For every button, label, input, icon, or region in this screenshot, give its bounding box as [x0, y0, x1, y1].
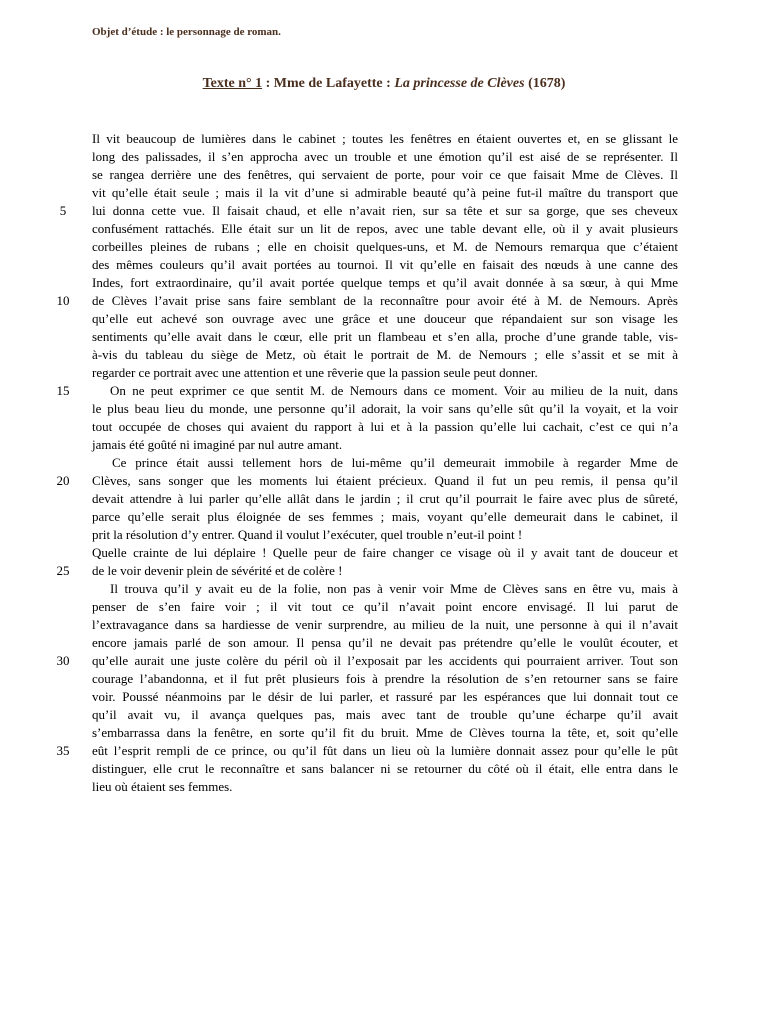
text-line: 5 lui donna cette vue. Il faisait chaud, et elle n’avait rien, sur sa tête et sur sa gorge, que ses cheveux — [92, 202, 678, 220]
text-line: long des palissades, il s’en approcha avec un trouble et une émotion qu’il est aisé de se représenter. Il — [92, 149, 678, 164]
line-number: 5 — [59, 203, 67, 218]
line-number: 15 — [56, 383, 70, 398]
line-number: 30 — [56, 653, 70, 668]
text-line: le plus beau lieu du monde, une personne qu’il adorait, la voir sans qu’elle sût qu’il la voyait, et la voir — [92, 401, 678, 416]
text-line: confusément rattachés. Elle était sur un lit de repos, avec une table devant elle, où il y avait plusieurs — [92, 221, 678, 236]
text-line: à-vis du tableau du siège de Metz, où était le portrait de M. de Nemours ; elle s’assit et se mit à — [92, 347, 678, 362]
text-line: devait attendre à lui parler qu’elle allât dans le jardin ; il crut qu’il pourrait le faire avec plus de sûreté, — [92, 491, 678, 506]
line-number: 25 — [56, 563, 70, 578]
line-number: 10 — [56, 293, 70, 308]
text-line: 35 eût l’esprit rempli de ce prince, ou qu’il fût dans un lieu où la lumière donnait assez pour qu’elle le pût — [92, 742, 678, 760]
text-line: Il trouva qu’il y avait eu de la folie, non pas à venir voir Mme de Clèves sans en être vu, mais à — [110, 581, 678, 596]
title-author: Mme de Lafayette : — [273, 76, 395, 91]
text-line: vit qu’elle était seule ; mais il la vit d’une si admirable beauté qu’à peine fut-il maître du transport que — [92, 185, 678, 200]
text-line: voir. Poussé néanmoins par le désir de lui parler, et rassuré par les espérances que lui donnait tout ce — [92, 689, 678, 704]
text-line: tout occupée de choses qui avaient du rapport à lui et à la passion qu’elle lui cachait, c’est ce qui n’a — [92, 419, 678, 434]
text-line: jamais été goûté ni imaginé par nul autre amant. — [92, 437, 343, 452]
text-line: lieu où étaient ses femmes. — [92, 779, 233, 794]
text-line: prit la résolution d’y entrer. Quand il voulut l’exécuter, quel trouble n’eut-il point ! — [92, 527, 523, 542]
title-label: Texte n° 1 — [202, 76, 263, 91]
text-line: 15 On ne peut exprimer ce que sentit M. de Nemours dans ce moment. Voir au milieu de la nuit, dans — [92, 382, 678, 400]
text-line: regarder ce portrait avec une attention et une rêverie que la passion seule peut donner. — [92, 365, 538, 380]
text-line: Ce prince était aussi tellement hors de lui-même qu’il demeurait immobile à regarder Mme de — [112, 455, 678, 470]
text-line: 25 de le voir devenir plein de sévérité et de colère ! — [92, 562, 678, 580]
text-line: corbeilles pleines de rubans ; elle en choisit quelques-uns, et M. de Nemours remarqua que c’étaient — [92, 239, 678, 254]
text-line: se rangea derrière une des fenêtres, qui servaient de porte, pour voir ce que faisait Mme de Clèves. Il — [92, 167, 678, 182]
title-year: (1678) — [524, 76, 566, 91]
text-line: qu’elle eut achevé son ouvrage avec une grâce et une douceur que répandaient sur son visage les — [92, 311, 678, 326]
text-line: penser de s’en faire voir ; il vit tout ce qu’il n’avait point encore envisagé. Il lui parut de — [92, 599, 678, 614]
text-line: qu’il avait vu, il avança quelques pas, mais avec tant de trouble qu’une écharpe qu’il avait — [92, 707, 678, 722]
text-line: 30 qu’elle aurait une juste colère du péril où il l’exposait par les accidents qui pourraient arriver. Tout son — [92, 652, 678, 670]
text-line: 10 de Clèves l’avait prise sans faire semblant de la reconnaître pour avoir été à M. de Nemours. Après — [92, 292, 678, 310]
text-line: courage l’abandonna, et il fut prêt plusieurs fois à prendre la résolution de s’en retourner sans se faire — [92, 671, 678, 686]
text-line: encore jamais parlé de son amour. Il pensa qu’il ne devait pas prétendre qu’elle le voulût écouter, et — [92, 635, 678, 650]
text-line: l’extravagance dans sa hardiesse de venir surprendre, au milieu de la nuit, une personne à qui il n’avait — [92, 617, 678, 632]
title-work: La princesse de Clèves — [394, 76, 525, 91]
title-separator: : — [262, 76, 274, 91]
text-line: sentiments qu’elle avait dans le cœur, elle prit un flambeau et s’en alla, proche d’une grande table, vis- — [92, 329, 678, 344]
text-line: s’embarrassa dans la fenêtre, en sorte qu’il fit du bruit. Mme de Clèves tourna la tête, et, soit qu’elle — [92, 725, 678, 740]
text-line: des mêmes couleurs qu’il avait portées au tournoi. Il vit qu’elle en faisait des nœuds à une canne des — [92, 257, 678, 272]
text-line: 20 Clèves, sans songer que les moments lui étaient précieux. Quand il fut un peu remis, il pensa qu’il — [92, 472, 678, 490]
text-line: Indes, fort extraordinaire, qu’il avait portée quelque temps et qu’il avait donnée à sa sœur, à qui Mme — [92, 275, 678, 290]
document-header: Objet d’étude : le personnage de roman. — [92, 26, 281, 38]
document-title — [0, 76, 768, 92]
text-line: Il vit beaucoup de lumières dans le cabinet ; toutes les fenêtres en étaient ouvertes et, en se glissant le — [92, 131, 678, 146]
line-number: 35 — [56, 743, 70, 758]
text-line: distinguer, elle crut le reconnaître et sans balancer ni se retourner du côté où il était, elle entra dans le — [92, 761, 678, 776]
line-number: 20 — [56, 473, 70, 488]
text-body — [56, 130, 678, 796]
text-line: parce qu’elle serait plus éloignée de ses femmes ; mais, voyant qu’elle demeurait dans le cabinet, il — [92, 509, 678, 524]
text-line: Quelle crainte de lui déplaire ! Quelle peur de faire changer ce visage où il y avait tant de douceur et — [92, 545, 678, 560]
